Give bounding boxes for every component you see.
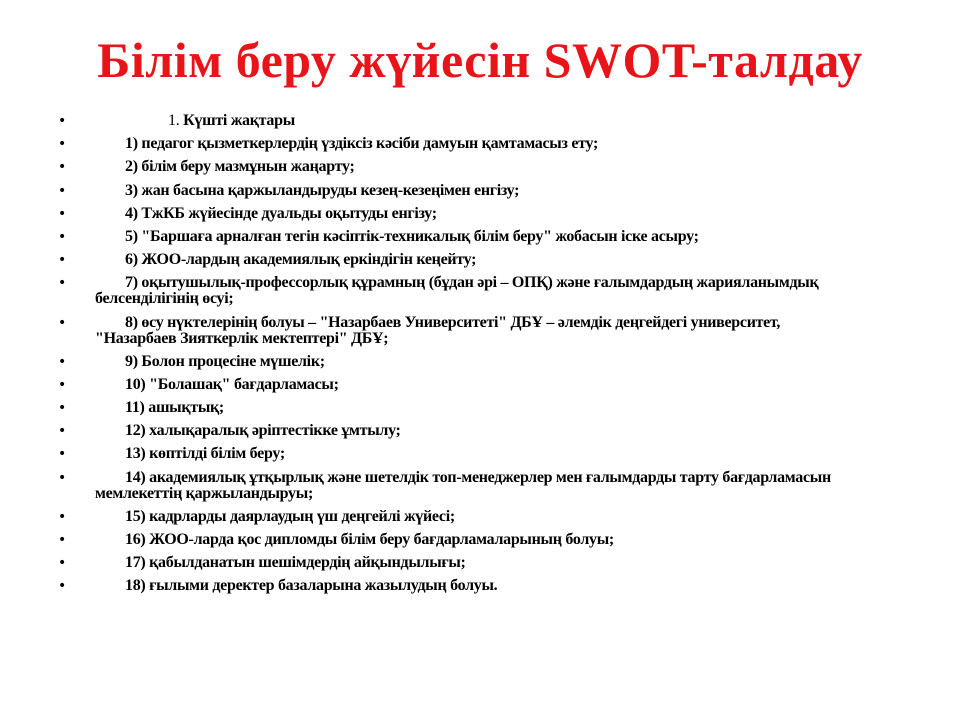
list-item-text: 9) Болон процесіне мүшелік; — [125, 352, 325, 370]
list-item — [58, 555, 848, 571]
list-item-text: 10) "Болашақ" бағдарламасы; — [125, 375, 339, 393]
bullet-icon: • — [58, 423, 67, 440]
list-item — [58, 136, 848, 152]
bullet-icon: • — [58, 446, 67, 463]
bullet-icon: • — [58, 113, 67, 129]
list-item-text: 6) ЖОО-лардың академиялық еркіндігін кеңейту; — [125, 251, 477, 269]
list-item-text: 12) халықаралық әріптестікке ұмтылу; — [125, 422, 401, 440]
bullet-icon: • — [58, 252, 67, 269]
list-item — [58, 354, 848, 370]
bullet-icon: • — [58, 555, 67, 572]
list-item — [58, 206, 848, 222]
list-item-text: 3) жан басына қаржыландыруды кезең-кезеңімен енгізу; — [125, 181, 520, 199]
list-heading — [58, 113, 848, 129]
bullet-icon: • — [58, 532, 67, 548]
list-item-text: 4) ТжКБ жүйесінде дуальды оқытуды енгізу; — [125, 204, 437, 222]
list-item-text: 7) оқытушылық-профессорлық құрамның (бұдан әрі – ОПҚ) және ғалымдардың жарияланымдық белсенділігінің өсуі; — [95, 274, 819, 308]
list-item-text: 15) кадрларды даярлаудың үш деңгейлі жүйесі; — [125, 507, 455, 525]
bullet-icon: • — [58, 136, 67, 153]
heading-label: Күшті жақтары — [183, 112, 295, 129]
bullet-icon: • — [58, 376, 67, 393]
list-item — [58, 377, 848, 393]
list-item-text: 14) академиялық ұтқырлық және шетелдік топ-менеджерлер мен ғалымдарды тарту бағдарламасын мемлекеттің қаржыландыруы; — [95, 468, 831, 502]
list-item-text: 13) көптілді білім беру; — [125, 445, 285, 463]
bullet-icon: • — [58, 275, 67, 292]
list-item — [58, 315, 848, 347]
list-item — [58, 423, 848, 439]
list-item-text: 8) өсу нүктелерінің болуы – "Назарбаев Университеті" ДБҰ – әлемдік деңгейдегі университет, "Назарбаев Зияткерлік мектептері" ДБҰ; — [95, 313, 781, 347]
list-item — [58, 509, 848, 525]
bullet-icon: • — [58, 353, 67, 370]
bullet-icon: • — [58, 314, 67, 331]
list-item-text: 17) қабылданатын шешімдердің айқындылығы; — [125, 554, 466, 572]
list-item — [58, 470, 848, 502]
list-item — [58, 578, 848, 594]
list-item — [58, 252, 848, 268]
list-item — [58, 159, 848, 175]
list-item — [58, 532, 848, 548]
heading-number: 1. — [168, 112, 180, 129]
list-item-text: 5) "Баршаға арналған тегін кәсіптік-техникалық білім беру" жобасын іске асыру; — [125, 227, 699, 245]
list-item — [58, 400, 848, 416]
list-item — [58, 275, 848, 307]
list-item-text: 1) педагог қызметкерлердің үздіксіз кәсіби дамуын қамтамасыз ету; — [125, 135, 599, 153]
list-heading-text — [95, 113, 848, 129]
list-item-text: 16) ЖОО-ларда қос дипломды білім беру бағдарламаларының болуы; — [125, 531, 614, 548]
bullet-icon: • — [58, 159, 67, 176]
bullet-icon: • — [58, 508, 67, 525]
bullet-icon: • — [58, 400, 67, 417]
bullet-list — [58, 113, 848, 602]
list-item-text: 18) ғылыми деректер базаларына жазылудың болуы. — [125, 577, 498, 595]
list-item — [58, 446, 848, 462]
list-item — [58, 229, 848, 245]
bullet-icon: • — [58, 469, 67, 486]
bullet-icon: • — [58, 228, 67, 245]
list-item-text: 2) білім беру мазмұнын жаңарту; — [125, 158, 355, 176]
slide-title: Білім беру жүйесін SWOT-талдау — [97, 32, 863, 88]
bullet-icon: • — [58, 578, 67, 595]
list-item-text: 11) ашықтық; — [125, 399, 224, 417]
bullet-icon: • — [58, 205, 67, 222]
bullet-icon: • — [58, 182, 67, 199]
list-item — [58, 183, 848, 199]
